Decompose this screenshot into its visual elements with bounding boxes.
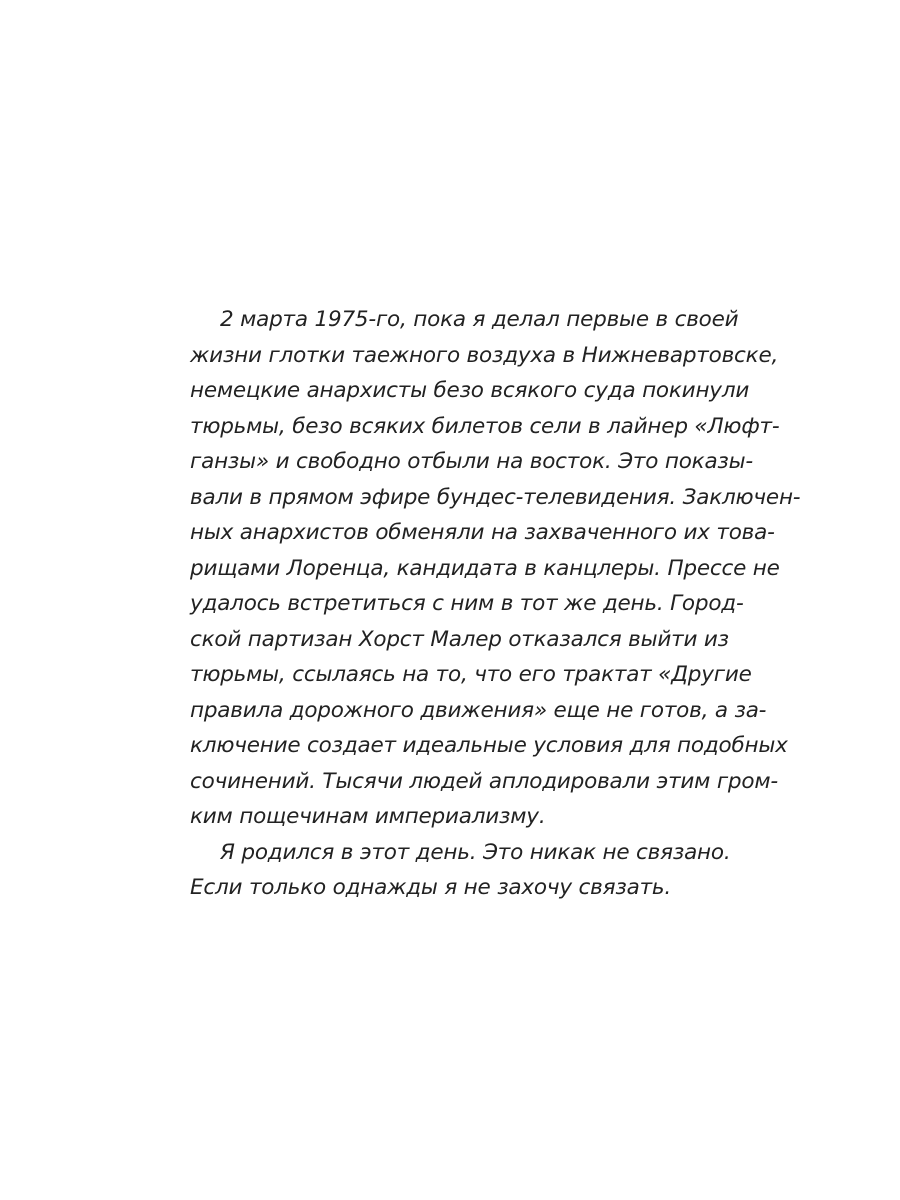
text-line: ключение создает идеальные условия для подобных bbox=[190, 733, 788, 758]
paragraph-1 bbox=[190, 302, 801, 835]
text-line: рищами Лоренца, кандидата в канцлеры. Прессе не bbox=[190, 555, 780, 581]
text-line: Я родился в этот день. Это никак не связано. bbox=[220, 839, 731, 865]
text-line: правила дорожного движения» еще не готов, а за- bbox=[190, 697, 767, 723]
text-line: немецкие анархисты безо всякого суда покинули bbox=[190, 378, 750, 403]
text-line: вали в прямом эфире бундес-телевидения. Заключен- bbox=[190, 484, 801, 510]
body-text bbox=[190, 302, 801, 906]
text-line: ской партизан Хорст Малер отказался выйти из bbox=[190, 626, 729, 652]
text-line: тюрьмы, ссылаясь на то, что его трактат «Другие bbox=[190, 662, 752, 687]
text-line: 2 марта 1975-го, пока я делал первые в своей bbox=[220, 307, 739, 332]
text-line: ных анархистов обменяли на захваченного их това- bbox=[190, 520, 775, 545]
text-line: жизни глотки таежного воздуха в Нижневартовске, bbox=[190, 342, 779, 368]
text-line: ганзы» и свободно отбыли на восток. Это показы- bbox=[190, 449, 753, 474]
text-line: сочинений. Тысячи людей аплодировали этим гром- bbox=[190, 768, 778, 794]
text-line: Если только однажды я не захочу связать. bbox=[190, 875, 672, 900]
text-line: удалось встретиться с ним в тот же день. Город- bbox=[190, 591, 744, 616]
text-line: ким пощечинам империализму. bbox=[190, 804, 546, 829]
paragraph-2 bbox=[190, 835, 731, 906]
text-line: тюрьмы, безо всяких билетов сели в лайнер «Люфт- bbox=[190, 413, 780, 439]
